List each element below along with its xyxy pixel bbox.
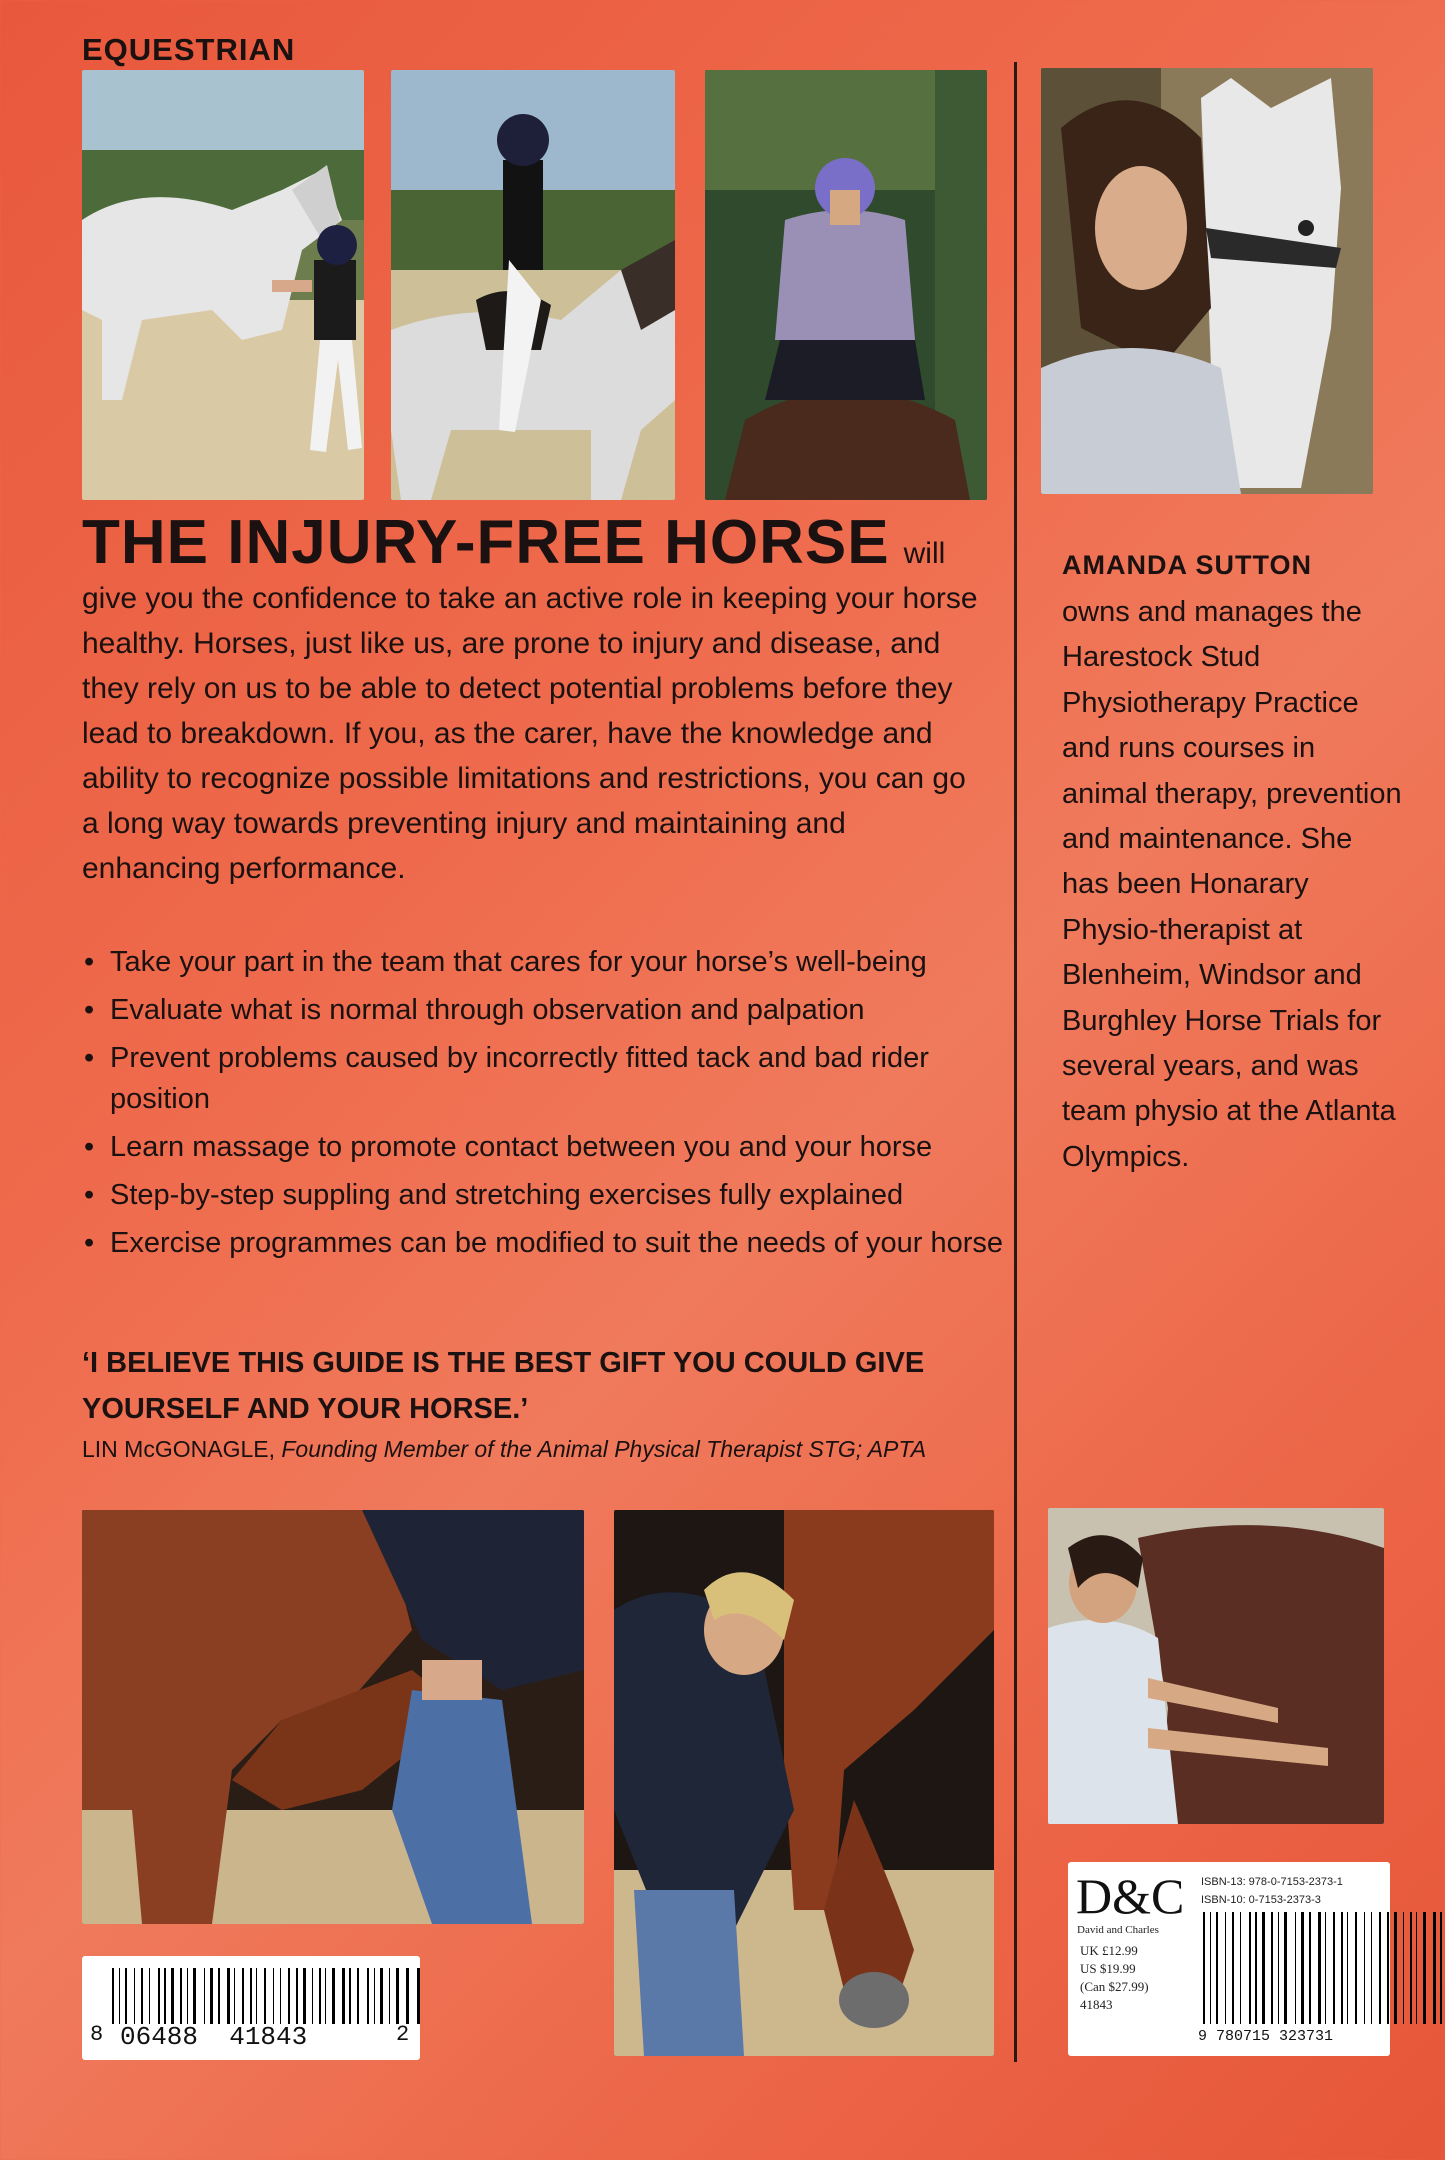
author-name: AMANDA SUTTON xyxy=(1062,550,1312,580)
barcode-bar xyxy=(391,1968,394,2024)
barcode-bar xyxy=(1309,1912,1311,2024)
price-us: US $19.99 xyxy=(1080,1961,1136,1976)
rider-mounted-photo xyxy=(391,70,675,500)
barcode-bar xyxy=(253,1968,254,2024)
barcode-bar xyxy=(322,1968,323,2024)
barcode-bar xyxy=(329,1968,331,2024)
barcode-bar xyxy=(1341,1912,1343,2024)
barcode-bar xyxy=(1394,1912,1397,2024)
barcode-bar xyxy=(312,1968,313,2024)
barcode-bar xyxy=(1433,1912,1436,2024)
barcode-bar xyxy=(1271,1912,1273,2024)
barcode-bar xyxy=(1400,1912,1402,2024)
barcode-bar xyxy=(1255,1912,1257,2024)
barcode-bar xyxy=(1260,1912,1261,2024)
upc-barcode-panel xyxy=(82,1956,420,2060)
barcode-bar xyxy=(1420,1912,1422,2024)
list-item: • Step-by-step suppling and stretching exercises fully explained xyxy=(82,1175,1012,1216)
ean-barcode xyxy=(1203,1912,1445,2024)
review-quote: ‘I BELIEVE THIS GUIDE IS THE BEST GIFT YOU COULD GIVE YOURSELF AND YOUR HORSE.’ xyxy=(82,1347,925,1425)
barcode-bar xyxy=(315,1968,316,2024)
barcode-bar xyxy=(1284,1912,1287,2024)
horse-stretch-photo xyxy=(82,70,364,500)
barcode-bar xyxy=(1232,1912,1234,2024)
barcode-bar xyxy=(389,1968,390,2024)
barcode-bar xyxy=(280,1968,281,2024)
barcode-bar xyxy=(273,1968,274,2024)
barcode-bar xyxy=(246,1968,247,2024)
barcode-bar xyxy=(268,1968,270,2024)
barcode-bar xyxy=(206,1968,208,2024)
attribution-name: LIN McGONAGLE, xyxy=(82,1436,275,1462)
price-barcode-panel xyxy=(1068,1862,1390,2056)
barcode-bar xyxy=(1216,1912,1218,2024)
publisher-name: David and Charles xyxy=(1077,1924,1159,1936)
barcode-bar xyxy=(374,1968,375,2024)
barcode-bar xyxy=(380,1968,383,2024)
barcode-bar xyxy=(1371,1912,1372,2024)
barcode-bar xyxy=(284,1968,287,2024)
barcode-bar xyxy=(210,1968,213,2024)
barcode-bar xyxy=(125,1968,127,2024)
barcode-bar xyxy=(161,1968,162,2024)
barcode-bar xyxy=(260,1968,263,2024)
barcode-bar xyxy=(1278,1912,1279,2024)
barcode-bar xyxy=(411,1968,414,2024)
quote-attribution xyxy=(82,1434,1002,1464)
price-uk: UK £12.99 xyxy=(1080,1943,1138,1958)
barcode-bar xyxy=(218,1968,220,2024)
barcode-bar xyxy=(234,1968,235,2024)
barcode-bar xyxy=(171,1968,174,2024)
massage-photo xyxy=(1048,1508,1384,1824)
barcode-bar xyxy=(250,1968,252,2024)
barcode-bar xyxy=(198,1968,201,2024)
upc-digits: 06488 41843 xyxy=(120,2022,308,2052)
barcode-bar xyxy=(231,1968,232,2024)
barcode-bar xyxy=(123,1968,124,2024)
barcode-bar xyxy=(378,1968,379,2024)
barcode-bar xyxy=(1220,1912,1222,2024)
barcode-bar xyxy=(1423,1912,1426,2024)
barcode-bar xyxy=(164,1968,166,2024)
barcode-bar xyxy=(1252,1912,1253,2024)
barcode-bar xyxy=(1301,1912,1304,2024)
barcode-bar xyxy=(1379,1912,1381,2024)
barcode-bar xyxy=(1390,1912,1392,2024)
barcode-bar xyxy=(303,1968,306,2024)
barcode-bar xyxy=(1333,1912,1335,2024)
author-bio: owns and manages the Harestock Stud Physiotherapy Practice and runs courses in animal therapy, prevention and maintenance. She has been Honarary Physio-therapist at Blenheim, Windsor and Burghley Horse Trials for several years, and was team physio at the Atlanta Olympics. xyxy=(1062,596,1402,1173)
list-item: • Prevent problems caused by incorrectly fitted tack and bad rider position xyxy=(82,1038,1012,1120)
barcode-bar xyxy=(1295,1912,1296,2024)
barcode-bar xyxy=(1243,1912,1246,2024)
barcode-bar xyxy=(1375,1912,1378,2024)
barcode-bar xyxy=(417,1968,420,2024)
barcode-bar xyxy=(1364,1912,1365,2024)
list-item: • Evaluate what is normal through observation and palpation xyxy=(82,990,1012,1031)
barcode-bar xyxy=(354,1968,356,2024)
upc-last-digit: 2 xyxy=(396,2022,410,2047)
barcode-bar xyxy=(1347,1912,1348,2024)
barcode-bar xyxy=(1329,1912,1332,2024)
intro-paragraph xyxy=(82,508,982,891)
column-divider xyxy=(1014,62,1017,2062)
list-item: • Take your part in the team that cares for your horse’s well-being xyxy=(82,942,1012,983)
barcode-bar xyxy=(1206,1912,1208,2024)
barcode-bar xyxy=(309,1968,311,2024)
barcode-bar xyxy=(1428,1912,1430,2024)
barcode-bar xyxy=(406,1968,409,2024)
barcode-bar xyxy=(357,1968,359,2024)
list-item: • Learn massage to promote contact between you and your horse xyxy=(82,1127,1012,1168)
barcode-bar xyxy=(146,1968,148,2024)
barcode-bar xyxy=(112,1968,114,2024)
barcode-bar xyxy=(319,1968,321,2024)
barcode-bar xyxy=(169,1968,170,2024)
barcode-bar xyxy=(325,1968,326,2024)
barcode-bar xyxy=(115,1968,117,2024)
barcode-bar xyxy=(1267,1912,1268,2024)
barcode-bar xyxy=(227,1968,230,2024)
barcode-bar xyxy=(1406,1912,1407,2024)
price-list xyxy=(1080,1942,1149,2014)
isbn-10: ISBN-10: 0-7153-2373-3 xyxy=(1201,1894,1321,1906)
barcode-bar xyxy=(136,1968,139,2024)
barcode-bar xyxy=(256,1968,257,2024)
barcode-bar xyxy=(1249,1912,1251,2024)
barcode-bar xyxy=(1210,1912,1211,2024)
barcode-bar xyxy=(238,1968,241,2024)
intro-body: will give you the confidence to take an active role in keeping your horse healthy. Horses, just like us, are prone to injury and disease, and they rely on us to be able to detect potential problems before they lead to breakdown. If you, as the carer, have the knowledge and ability to recognize possible limitations and restrictions, you can go a long way towards preventing injury and maintaining and enhancing performance. xyxy=(82,537,978,885)
barcode-bar xyxy=(158,1968,160,2024)
barcode-bar xyxy=(421,1968,423,2024)
barcode-bar xyxy=(1387,1912,1389,2024)
barcode-bar xyxy=(141,1968,143,2024)
barcode-bar xyxy=(180,1968,182,2024)
barcode-bar xyxy=(149,1968,150,2024)
upc-first-digit: 8 xyxy=(90,2022,104,2047)
barcode-bar xyxy=(1307,1912,1308,2024)
barcode-bar xyxy=(337,1968,339,2024)
barcode-bar xyxy=(1262,1912,1265,2024)
barcode-bar xyxy=(349,1968,351,2024)
barcode-bar xyxy=(134,1968,135,2024)
barcode-bar xyxy=(1403,1912,1404,2024)
barcode-bar xyxy=(129,1968,131,2024)
book-title: THE INJURY-FREE HORSE xyxy=(82,508,890,577)
barcode-bar xyxy=(264,1968,266,2024)
barcode-bar xyxy=(1297,1912,1299,2024)
barcode-bar xyxy=(222,1968,224,2024)
author-portrait-photo xyxy=(1041,68,1373,494)
barcode-bar xyxy=(1214,1912,1215,2024)
barcode-bar xyxy=(1440,1912,1442,2024)
price-can: (Can $27.99) xyxy=(1080,1979,1149,1994)
barcode-bar xyxy=(332,1968,335,2024)
barcode-bar xyxy=(1351,1912,1354,2024)
barcode-bar xyxy=(1225,1912,1226,2024)
barcode-bar xyxy=(1366,1912,1369,2024)
barcode-bar xyxy=(346,1968,347,2024)
barcode-bar xyxy=(1282,1912,1283,2024)
barcode-bar xyxy=(402,1968,405,2024)
barcode-bar xyxy=(1437,1912,1438,2024)
barcode-bar xyxy=(296,1968,298,2024)
barcode-bar xyxy=(1203,1912,1205,2024)
barcode-bar xyxy=(1313,1912,1315,2024)
barcode-bar xyxy=(385,1968,386,2024)
barcode-bar xyxy=(1344,1912,1345,2024)
publisher-logo: D&C xyxy=(1076,1868,1185,1924)
barcode-bar xyxy=(342,1968,345,2024)
feature-list xyxy=(82,942,1012,1271)
barcode-bar xyxy=(361,1968,364,2024)
barcode-bar xyxy=(1322,1912,1323,2024)
category-label: EQUESTRIAN xyxy=(82,32,296,67)
product-code: 41843 xyxy=(1080,1997,1113,2012)
barcode-bar xyxy=(152,1968,155,2024)
barcode-bar xyxy=(1274,1912,1276,2024)
barcode-bar xyxy=(1325,1912,1326,2024)
barcode-bar xyxy=(1359,1912,1361,2024)
ean-digits: 9 780715 323731 xyxy=(1198,2028,1334,2045)
barcode-bar xyxy=(183,1968,185,2024)
attribution-role: Founding Member of the Animal Physical Therapist STG; APTA xyxy=(281,1436,927,1462)
barcode-bar xyxy=(1383,1912,1384,2024)
barcode-bar xyxy=(292,1968,293,2024)
barcode-bar xyxy=(191,1968,192,2024)
barcode-bar xyxy=(187,1968,188,2024)
barcode-bar xyxy=(1289,1912,1292,2024)
barcode-bar xyxy=(288,1968,290,2024)
upc-barcode xyxy=(112,1968,425,2024)
barcode-bar xyxy=(1413,1912,1414,2024)
barcode-bar xyxy=(1240,1912,1241,2024)
barcode-bar xyxy=(370,1968,372,2024)
barcode-bar xyxy=(275,1968,278,2024)
barcode-bar xyxy=(176,1968,177,2024)
barcode-bar xyxy=(1337,1912,1338,2024)
barcode-bar xyxy=(216,1968,217,2024)
barcode-bar xyxy=(299,1968,301,2024)
barcode-bar xyxy=(204,1968,205,2024)
list-item: • Exercise programmes can be modified to suit the needs of your horse xyxy=(82,1223,1012,1264)
barcode-bar xyxy=(1227,1912,1230,2024)
barcode-bar xyxy=(1355,1912,1357,2024)
barcode-bar xyxy=(119,1968,120,2024)
barcode-bar xyxy=(396,1968,399,2024)
barcode-bar xyxy=(1416,1912,1417,2024)
barcode-bar xyxy=(1410,1912,1412,2024)
barcode-bar xyxy=(242,1968,244,2024)
barcode-bar xyxy=(367,1968,369,2024)
leg-stretch-photo xyxy=(82,1510,584,1924)
barcode-bar xyxy=(1318,1912,1321,2024)
isbn-13: ISBN-13: 978-0-7153-2373-1 xyxy=(1201,1876,1343,1888)
barcode-bar xyxy=(1237,1912,1239,2024)
rider-back-photo xyxy=(705,70,987,500)
barcode-bar xyxy=(193,1968,196,2024)
hoof-hold-photo xyxy=(614,1510,994,2056)
